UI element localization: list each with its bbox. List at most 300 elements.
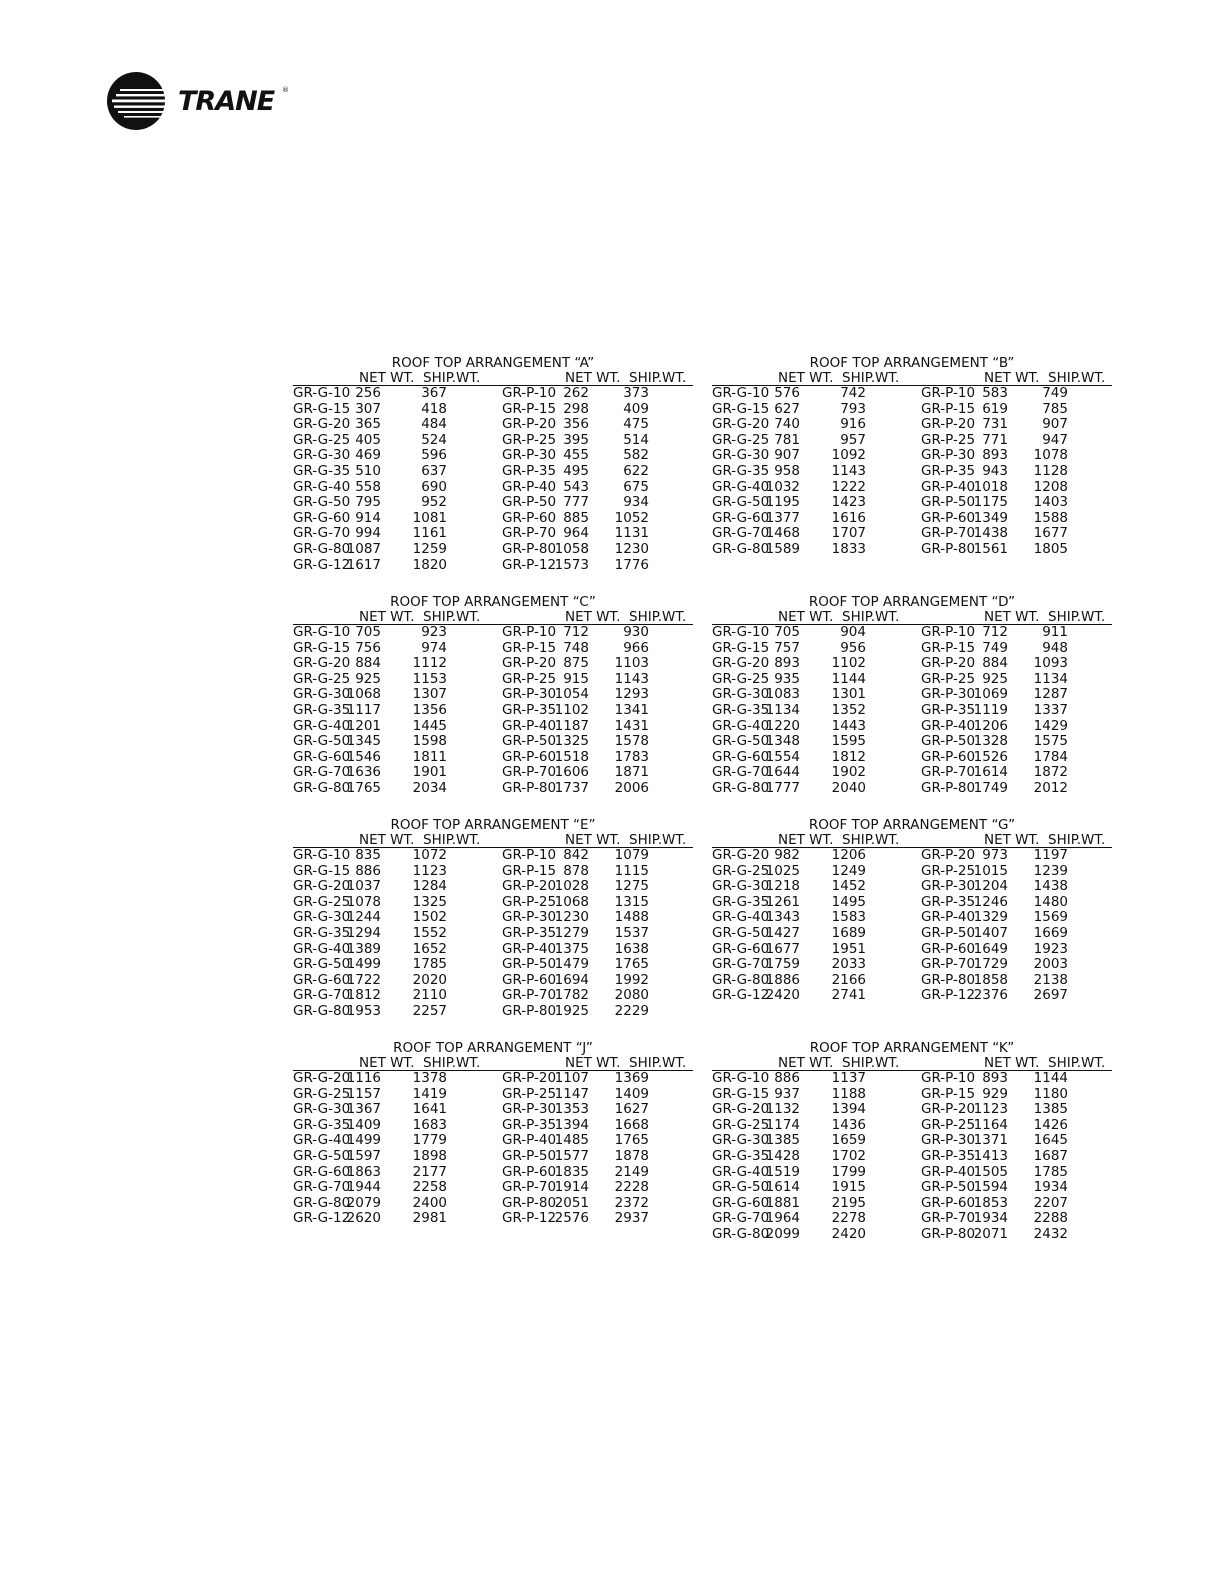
model-cell: GR-P-70: [502, 764, 557, 781]
arrangement-table: [712, 817, 1112, 1004]
ship-weight-cell: 1259: [412, 540, 447, 557]
net-weight-cell: 943: [982, 462, 1008, 479]
model-cell: GR-G-80: [293, 1194, 351, 1211]
ship-weight-cell: 622: [623, 462, 649, 479]
model-cell: GR-P-50: [921, 924, 976, 941]
net-weight-header: NET WT.: [359, 1055, 415, 1071]
model-cell: GR-G-12: [293, 556, 351, 573]
table-row: [712, 1227, 1112, 1243]
ship-weight-header: SHIP.WT.: [423, 370, 481, 386]
net-weight-cell: 1394: [554, 1116, 589, 1133]
net-weight-cell: 1614: [973, 764, 1008, 781]
model-cell: GR-P-25: [921, 431, 976, 448]
table-row: [293, 625, 693, 641]
ship-weight-cell: 1923: [1033, 940, 1068, 957]
model-cell: GR-G-30: [712, 878, 770, 895]
ship-weight-cell: 475: [623, 416, 649, 433]
ship-weight-header: SHIP.WT.: [629, 370, 687, 386]
model-cell: GR-G-20: [712, 1101, 770, 1118]
table-title: ROOF TOP ARRANGEMENT “G”: [808, 817, 1016, 833]
table-row: [293, 848, 693, 864]
ship-weight-header: SHIP.WT.: [629, 832, 687, 848]
ship-weight-cell: 1537: [614, 924, 649, 941]
net-weight-cell: 576: [774, 385, 800, 401]
ship-weight-cell: 1287: [1033, 686, 1068, 703]
net-weight-cell: 757: [774, 639, 800, 656]
net-weight-cell: 1597: [346, 1147, 381, 1164]
ship-weight-cell: 1394: [831, 1101, 866, 1118]
model-cell: GR-P-80: [502, 540, 557, 557]
net-weight-cell: 1886: [765, 971, 800, 988]
model-cell: GR-G-25: [293, 1085, 351, 1102]
table-row: [712, 895, 1112, 911]
model-cell: GR-G-50: [293, 1147, 351, 1164]
ship-weight-cell: 1951: [831, 940, 866, 957]
net-weight-cell: 1573: [554, 556, 589, 573]
net-weight-cell: 705: [774, 624, 800, 640]
model-cell: GR-P-25: [502, 670, 557, 687]
ship-weight-cell: 2006: [614, 779, 649, 796]
model-cell: GR-P-15: [921, 400, 976, 417]
model-cell: GR-G-25: [712, 1116, 770, 1133]
ship-weight-cell: 1143: [614, 670, 649, 687]
ship-weight-cell: 904: [840, 624, 866, 640]
net-weight-cell: 1479: [554, 956, 589, 973]
net-weight-cell: 1367: [346, 1101, 381, 1118]
table-row: [293, 656, 693, 672]
ship-weight-cell: 1423: [831, 494, 866, 511]
net-weight-cell: 1343: [765, 909, 800, 926]
ship-weight-cell: 2372: [614, 1194, 649, 1211]
net-weight-cell: 1218: [765, 878, 800, 895]
ship-weight-cell: 1783: [614, 748, 649, 765]
model-cell: GR-P-30: [921, 878, 976, 895]
ship-weight-cell: 1785: [1033, 1163, 1068, 1180]
net-weight-cell: 712: [563, 624, 589, 640]
net-weight-cell: 1812: [346, 987, 381, 1004]
table-row: [712, 719, 1112, 735]
column-header-row: [712, 610, 1112, 625]
table-row: [712, 402, 1112, 418]
net-weight-cell: 1737: [554, 779, 589, 796]
model-cell: GR-P-15: [921, 1085, 976, 1102]
net-weight-cell: 929: [982, 1085, 1008, 1102]
net-weight-cell: 1157: [346, 1085, 381, 1102]
net-weight-cell: 1782: [554, 987, 589, 1004]
net-weight-cell: 884: [982, 655, 1008, 672]
ship-weight-cell: 582: [623, 447, 649, 464]
net-weight-cell: 705: [355, 624, 381, 640]
net-weight-cell: 1485: [554, 1132, 589, 1149]
ship-weight-cell: 1677: [1033, 525, 1068, 542]
model-cell: GR-P-30: [921, 1132, 976, 1149]
ship-weight-cell: 1915: [831, 1179, 866, 1196]
net-weight-cell: 510: [355, 462, 381, 479]
net-weight-cell: 1058: [554, 540, 589, 557]
model-cell: GR-G-70: [712, 764, 770, 781]
net-weight-cell: 1187: [554, 717, 589, 734]
model-cell: GR-G-20: [293, 1070, 351, 1086]
ship-weight-cell: 1702: [831, 1147, 866, 1164]
net-weight-cell: 1349: [973, 509, 1008, 526]
model-cell: GR-P-35: [921, 462, 976, 479]
ship-weight-cell: 1249: [831, 862, 866, 879]
model-cell: GR-P-10: [921, 1070, 976, 1086]
net-weight-cell: 781: [774, 431, 800, 448]
table-row: [293, 926, 693, 942]
table-title: ROOF TOP ARRANGEMENT “A”: [391, 355, 595, 371]
model-cell: GR-G-70: [712, 956, 770, 973]
table-row: [712, 526, 1112, 542]
model-cell: GR-P-40: [921, 717, 976, 734]
net-weight-header: NET WT.: [565, 1055, 621, 1071]
model-cell: GR-G-40: [712, 909, 770, 926]
model-cell: GR-P-35: [502, 462, 557, 479]
ship-weight-cell: 1307: [412, 686, 447, 703]
ship-weight-cell: 1901: [412, 764, 447, 781]
net-weight-cell: 2420: [765, 987, 800, 1004]
ship-weight-cell: 1431: [614, 717, 649, 734]
model-cell: GR-P-15: [502, 400, 557, 417]
net-weight-cell: 1087: [346, 540, 381, 557]
arrangement-table: [293, 594, 693, 797]
ship-weight-cell: 2033: [831, 956, 866, 973]
model-cell: GR-P-80: [502, 779, 557, 796]
model-cell: GR-G-30: [293, 447, 351, 464]
table-row: [712, 386, 1112, 402]
table-row: [293, 1071, 693, 1087]
table-row: [293, 973, 693, 989]
table-row: [293, 526, 693, 542]
ship-weight-cell: 1687: [1033, 1147, 1068, 1164]
net-weight-header: NET WT.: [359, 370, 415, 386]
model-cell: GR-G-60: [293, 748, 351, 765]
ship-weight-cell: 2228: [614, 1179, 649, 1196]
model-cell: GR-P-70: [921, 764, 976, 781]
table-row: [712, 542, 1112, 558]
net-weight-header: NET WT.: [778, 370, 834, 386]
ship-weight-cell: 1871: [614, 764, 649, 781]
ship-weight-cell: 514: [623, 431, 649, 448]
ship-weight-cell: 957: [840, 431, 866, 448]
ship-weight-cell: 1352: [831, 701, 866, 718]
table-row: [712, 864, 1112, 880]
ship-weight-header: SHIP.WT.: [423, 832, 481, 848]
net-weight-cell: 893: [982, 1070, 1008, 1086]
net-weight-cell: 795: [355, 494, 381, 511]
ship-weight-cell: 1820: [412, 556, 447, 573]
ship-weight-cell: 1092: [831, 447, 866, 464]
model-cell: GR-P-50: [502, 733, 557, 750]
table-row: [293, 910, 693, 926]
net-weight-cell: 1261: [765, 893, 800, 910]
ship-weight-header: SHIP.WT.: [423, 1055, 481, 1071]
ship-weight-cell: 1337: [1033, 701, 1068, 718]
ship-weight-cell: 1588: [1033, 509, 1068, 526]
ship-weight-header: SHIP.WT.: [842, 370, 900, 386]
ship-weight-cell: 1575: [1033, 733, 1068, 750]
arrangement-table: [712, 1040, 1112, 1243]
model-cell: GR-P-30: [921, 447, 976, 464]
ship-weight-cell: 1078: [1033, 447, 1068, 464]
net-weight-cell: 1606: [554, 764, 589, 781]
net-weight-header: NET WT.: [565, 832, 621, 848]
net-weight-cell: 893: [982, 447, 1008, 464]
net-weight-cell: 1944: [346, 1179, 381, 1196]
net-weight-header: NET WT.: [565, 370, 621, 386]
net-weight-cell: 365: [355, 416, 381, 433]
table-row: [293, 558, 693, 574]
model-cell: GR-G-50: [712, 924, 770, 941]
net-weight-cell: 1722: [346, 971, 381, 988]
net-weight-cell: 1499: [346, 1132, 381, 1149]
ship-weight-cell: 1188: [831, 1085, 866, 1102]
net-weight-cell: 1577: [554, 1147, 589, 1164]
ship-weight-cell: 1934: [1033, 1179, 1068, 1196]
net-weight-cell: 1174: [765, 1116, 800, 1133]
net-weight-cell: 1116: [346, 1070, 381, 1086]
table-row: [712, 1211, 1112, 1227]
net-weight-cell: 1015: [973, 862, 1008, 879]
table-row: [293, 1165, 693, 1181]
ship-weight-cell: 2177: [412, 1163, 447, 1180]
ship-weight-cell: 1627: [614, 1101, 649, 1118]
net-weight-cell: 1561: [973, 540, 1008, 557]
model-cell: GR-G-25: [293, 670, 351, 687]
net-weight-cell: 455: [563, 447, 589, 464]
model-cell: GR-G-50: [712, 1179, 770, 1196]
model-cell: GR-G-20: [712, 847, 770, 863]
model-cell: GR-P-10: [502, 385, 557, 401]
model-cell: GR-G-35: [293, 924, 351, 941]
net-weight-cell: 1858: [973, 971, 1008, 988]
table-row: [293, 734, 693, 750]
model-cell: GR-P-10: [502, 847, 557, 863]
ship-weight-cell: 1641: [412, 1101, 447, 1118]
net-weight-header: NET WT.: [359, 832, 415, 848]
model-cell: GR-G-12: [293, 1210, 351, 1227]
ship-weight-cell: 1645: [1033, 1132, 1068, 1149]
net-weight-cell: 1328: [973, 733, 1008, 750]
ship-weight-cell: 1812: [831, 748, 866, 765]
net-weight-cell: 405: [355, 431, 381, 448]
model-cell: GR-G-50: [712, 733, 770, 750]
net-weight-cell: 842: [563, 847, 589, 863]
table-row: [712, 495, 1112, 511]
net-weight-cell: 712: [982, 624, 1008, 640]
model-cell: GR-P-10: [502, 624, 557, 640]
net-weight-cell: 1083: [765, 686, 800, 703]
net-weight-cell: 884: [355, 655, 381, 672]
model-cell: GR-G-30: [293, 1101, 351, 1118]
net-weight-cell: 1123: [973, 1101, 1008, 1118]
ship-weight-cell: 1081: [412, 509, 447, 526]
table-row: [293, 988, 693, 1004]
table-row: [293, 1196, 693, 1212]
net-weight-cell: 748: [563, 639, 589, 656]
ship-weight-cell: 1403: [1033, 494, 1068, 511]
net-weight-cell: 1025: [765, 862, 800, 879]
ship-weight-cell: 1144: [831, 670, 866, 687]
model-cell: GR-G-50: [293, 733, 351, 750]
table-title: ROOF TOP ARRANGEMENT “C”: [390, 594, 596, 610]
ship-weight-cell: 1153: [412, 670, 447, 687]
table-row: [712, 1133, 1112, 1149]
model-cell: GR-G-30: [712, 686, 770, 703]
ship-weight-cell: 1992: [614, 971, 649, 988]
ship-weight-cell: 1438: [1033, 878, 1068, 895]
model-cell: GR-G-20: [712, 416, 770, 433]
ship-weight-cell: 1161: [412, 525, 447, 542]
net-weight-cell: 2576: [554, 1210, 589, 1227]
ship-weight-cell: 742: [840, 385, 866, 401]
ship-weight-cell: 907: [1042, 416, 1068, 433]
model-cell: GR-G-60: [712, 509, 770, 526]
net-weight-cell: 886: [355, 862, 381, 879]
table-row: [293, 1087, 693, 1103]
model-cell: GR-G-80: [712, 779, 770, 796]
table-row: [712, 417, 1112, 433]
ship-weight-cell: 2981: [412, 1210, 447, 1227]
net-weight-cell: 1102: [554, 701, 589, 718]
table-title: ROOF TOP ARRANGEMENT “B”: [809, 355, 1015, 371]
ship-weight-cell: 367: [421, 385, 447, 401]
model-cell: GR-G-40: [712, 478, 770, 495]
table-row: [293, 402, 693, 418]
ship-weight-cell: 1878: [614, 1147, 649, 1164]
ship-weight-cell: 1275: [614, 878, 649, 895]
table-row: [293, 781, 693, 797]
net-weight-cell: 1028: [554, 878, 589, 895]
net-weight-cell: 982: [774, 847, 800, 863]
table-row: [712, 672, 1112, 688]
ship-weight-cell: 1785: [412, 956, 447, 973]
model-cell: GR-G-25: [712, 431, 770, 448]
model-cell: GR-G-60: [293, 509, 351, 526]
model-cell: GR-P-60: [502, 1163, 557, 1180]
table-row: [712, 734, 1112, 750]
model-cell: GR-G-35: [712, 893, 770, 910]
ship-weight-cell: 2020: [412, 971, 447, 988]
ship-weight-cell: 1669: [1033, 924, 1068, 941]
ship-weight-cell: 409: [623, 400, 649, 417]
net-weight-cell: 1749: [973, 779, 1008, 796]
ship-weight-cell: 1239: [1033, 862, 1068, 879]
ship-weight-cell: 1137: [831, 1070, 866, 1086]
model-cell: GR-G-15: [293, 862, 351, 879]
net-weight-cell: 964: [563, 525, 589, 542]
table-row: [293, 719, 693, 735]
model-cell: GR-G-15: [293, 400, 351, 417]
net-weight-cell: 1279: [554, 924, 589, 941]
net-weight-cell: 893: [774, 655, 800, 672]
model-cell: GR-G-10: [712, 1070, 770, 1086]
table-row: [712, 511, 1112, 527]
net-weight-cell: 1054: [554, 686, 589, 703]
model-cell: GR-G-35: [293, 462, 351, 479]
model-cell: GR-G-60: [293, 1163, 351, 1180]
net-weight-cell: 1863: [346, 1163, 381, 1180]
model-cell: GR-G-50: [712, 494, 770, 511]
model-cell: GR-G-40: [293, 717, 351, 734]
ship-weight-cell: 1765: [614, 956, 649, 973]
ship-weight-cell: 1284: [412, 878, 447, 895]
model-cell: GR-P-40: [502, 717, 557, 734]
ship-weight-cell: 2937: [614, 1210, 649, 1227]
model-cell: GR-P-80: [502, 1194, 557, 1211]
model-cell: GR-P-80: [921, 540, 976, 557]
ship-weight-cell: 2207: [1033, 1194, 1068, 1211]
net-weight-cell: 395: [563, 431, 589, 448]
net-weight-cell: 1505: [973, 1163, 1008, 1180]
ship-weight-cell: 1902: [831, 764, 866, 781]
table-row: [712, 1102, 1112, 1118]
table-row: [712, 641, 1112, 657]
ship-weight-cell: 1356: [412, 701, 447, 718]
net-weight-cell: 1375: [554, 940, 589, 957]
model-cell: GR-G-60: [712, 1194, 770, 1211]
model-cell: GR-G-10: [293, 847, 351, 863]
model-cell: GR-G-30: [712, 1132, 770, 1149]
ship-weight-cell: 1409: [614, 1085, 649, 1102]
model-cell: GR-P-80: [921, 1225, 976, 1242]
net-weight-cell: 915: [563, 670, 589, 687]
ship-weight-cell: 1143: [831, 462, 866, 479]
net-weight-cell: 1037: [346, 878, 381, 895]
model-cell: GR-G-35: [712, 462, 770, 479]
model-cell: GR-G-70: [293, 1179, 351, 1196]
model-cell: GR-G-40: [712, 1163, 770, 1180]
net-weight-cell: 558: [355, 478, 381, 495]
net-weight-cell: 1246: [973, 893, 1008, 910]
ship-weight-header: SHIP.WT.: [629, 1055, 687, 1071]
table-row: [712, 656, 1112, 672]
net-weight-cell: 756: [355, 639, 381, 656]
ship-weight-header: SHIP.WT.: [842, 1055, 900, 1071]
ship-weight-cell: 1180: [1033, 1085, 1068, 1102]
net-weight-cell: 1594: [973, 1179, 1008, 1196]
net-weight-cell: 307: [355, 400, 381, 417]
table-row: [293, 1102, 693, 1118]
ship-weight-cell: 1103: [614, 655, 649, 672]
net-weight-cell: 1068: [346, 686, 381, 703]
net-weight-cell: 2620: [346, 1210, 381, 1227]
net-weight-cell: 1371: [973, 1132, 1008, 1149]
table-row: [293, 1211, 693, 1227]
model-cell: GR-P-70: [921, 1210, 976, 1227]
model-cell: GR-G-15: [712, 1085, 770, 1102]
net-weight-cell: 925: [355, 670, 381, 687]
model-cell: GR-P-30: [502, 909, 557, 926]
ship-weight-cell: 675: [623, 478, 649, 495]
net-weight-cell: 1649: [973, 940, 1008, 957]
table-row: [293, 864, 693, 880]
net-weight-cell: 1468: [765, 525, 800, 542]
model-cell: GR-P-30: [502, 1101, 557, 1118]
model-cell: GR-P-50: [921, 1179, 976, 1196]
model-cell: GR-G-15: [293, 639, 351, 656]
ship-weight-cell: 373: [623, 385, 649, 401]
column-header-row: [293, 833, 693, 848]
ship-weight-cell: 1112: [412, 655, 447, 672]
model-cell: GR-P-40: [502, 1132, 557, 1149]
table-row: [712, 781, 1112, 797]
net-weight-cell: 2071: [973, 1225, 1008, 1242]
net-weight-cell: 875: [563, 655, 589, 672]
table-row: [712, 988, 1112, 1004]
net-weight-cell: 935: [774, 670, 800, 687]
ship-weight-cell: 2034: [412, 779, 447, 796]
